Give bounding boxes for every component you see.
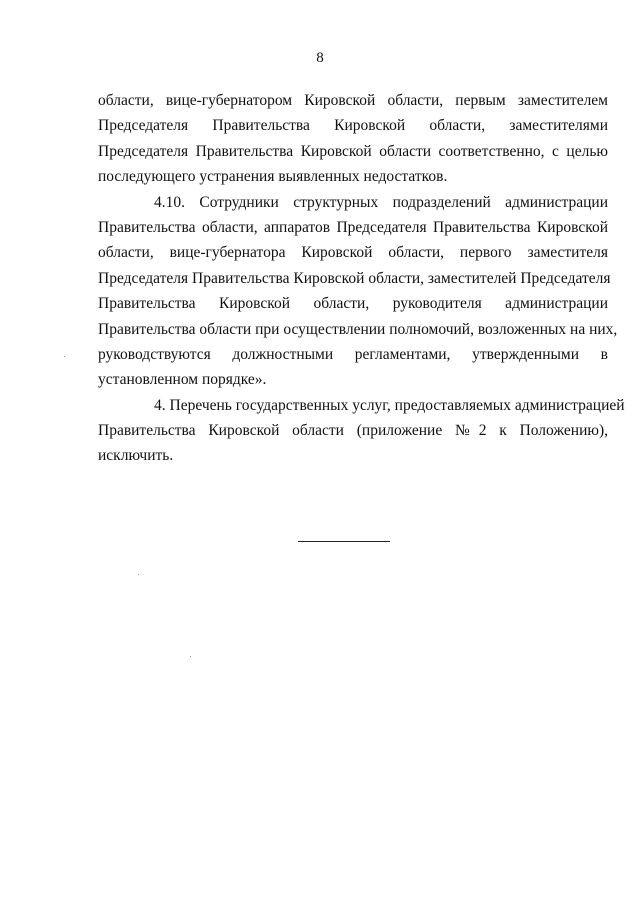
text-line: 4. Перечень государственных услуг, предоставляемых администрацией <box>154 396 625 414</box>
text-line: Правительства области при осуществлении полномочий, возложенных на них, <box>98 320 618 338</box>
text-line: Председателя Правительства Кировской области, заместителями <box>98 117 608 135</box>
text-line: установленном порядке». <box>98 371 267 389</box>
end-separator-line <box>298 541 390 542</box>
text-line: области, вице-губернатором Кировской области, первым заместителем <box>98 92 608 109</box>
text-line: области, вице-губернатора Кировской области, первого заместителя <box>98 244 608 262</box>
text-line: Правительства области, аппаратов Председателя Правительства Кировской <box>98 218 608 236</box>
text-line: Председателя Правительства Кировской области соответственно, с целью <box>98 142 608 160</box>
page-number: 8 <box>316 50 324 66</box>
text-line: Правительства Кировской области (приложение №2 к Положению), <box>98 422 608 440</box>
text-line: последующего устранения выявленных недостатков. <box>98 168 448 186</box>
text-line: руководствуются должностными регламентами, утвержденными в <box>98 345 608 363</box>
scan-speck <box>64 356 65 357</box>
text-line: Председателя Правительства Кировской области, заместителей Председателя <box>98 269 611 287</box>
text-line: 4.10. Сотрудники структурных подразделений администрации <box>154 193 608 211</box>
text-line: исключить. <box>98 447 174 465</box>
text-line: Правительства Кировской области, руководителя администрации <box>98 295 608 313</box>
document-body <box>98 88 625 469</box>
scan-speck <box>138 574 139 575</box>
scan-speck <box>190 656 191 657</box>
